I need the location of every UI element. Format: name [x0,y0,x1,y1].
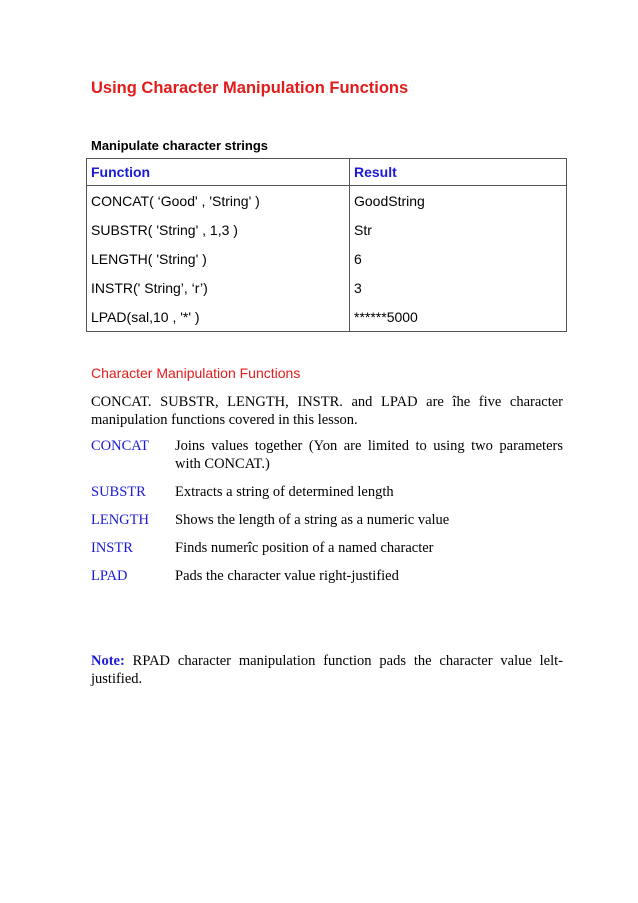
function-cell: LPAD(sal,10 , '*' ) [87,302,350,332]
definition-item-instr [91,539,563,557]
definition-description: Shows the length of a string as a numeric value [175,512,450,528]
definition-description: Finds numerîc position of a named character [175,540,434,556]
definition-term: SUBSTR [91,484,146,500]
table-row [87,302,567,332]
function-cell: CONCAT( ‘Good' , 'String' ) [87,186,350,216]
table-header-row [87,159,567,186]
function-cell: LENGTH( 'String' ) [87,244,350,273]
table-row [87,215,567,244]
column-header-function: Function [87,159,350,186]
definition-item-length [91,511,563,529]
note-text: RPAD character manipulation function pads the character value lelt- [124,653,563,669]
note-label: Note: [91,653,125,669]
note-paragraph [91,652,563,688]
note-line [91,652,563,670]
definition-term: LENGTH [91,512,149,528]
intro-line: manipulation functions covered in this lesson. [91,412,358,428]
table-caption: Manipulate character strings [91,138,268,153]
intro-paragraph [91,393,563,429]
table-row [87,244,567,273]
function-definition-list [91,437,563,595]
result-cell: Str [350,215,567,244]
table-row [87,186,567,216]
definition-item-lpad [91,567,563,585]
definition-item-concat [91,437,563,473]
result-cell: ******5000 [350,302,567,332]
definition-term: INSTR [91,540,133,556]
description-line: Joins values together (Yon are limited to using two parameters [175,438,563,454]
functions-table [86,158,567,332]
note-line: justified. [91,671,143,687]
definition-term: LPAD [91,568,128,584]
column-header-result: Result [350,159,567,186]
function-cell: INSTR(' String’, ‘r’) [87,273,350,302]
definition-description: Pads the character value right-justified [175,568,399,584]
intro-line: CONCAT. SUBSTR, LENGTH, INSTR. and LPAD are îhe five character [91,394,563,410]
description-line: with CONCAT.) [175,456,270,472]
definition-description: Extracts a string of determined length [175,484,394,500]
section-heading: Character Manipulation Functions [91,365,301,381]
result-cell: 6 [350,244,567,273]
function-cell: SUBSTR( 'String' , 1,3 ) [87,215,350,244]
result-cell: GoodString [350,186,567,216]
definition-description [175,437,563,473]
definition-item-substr [91,483,563,501]
page-title: Using Character Manipulation Functions [91,79,409,97]
result-cell: 3 [350,273,567,302]
table-row [87,273,567,302]
definition-term: CONCAT [91,438,150,454]
